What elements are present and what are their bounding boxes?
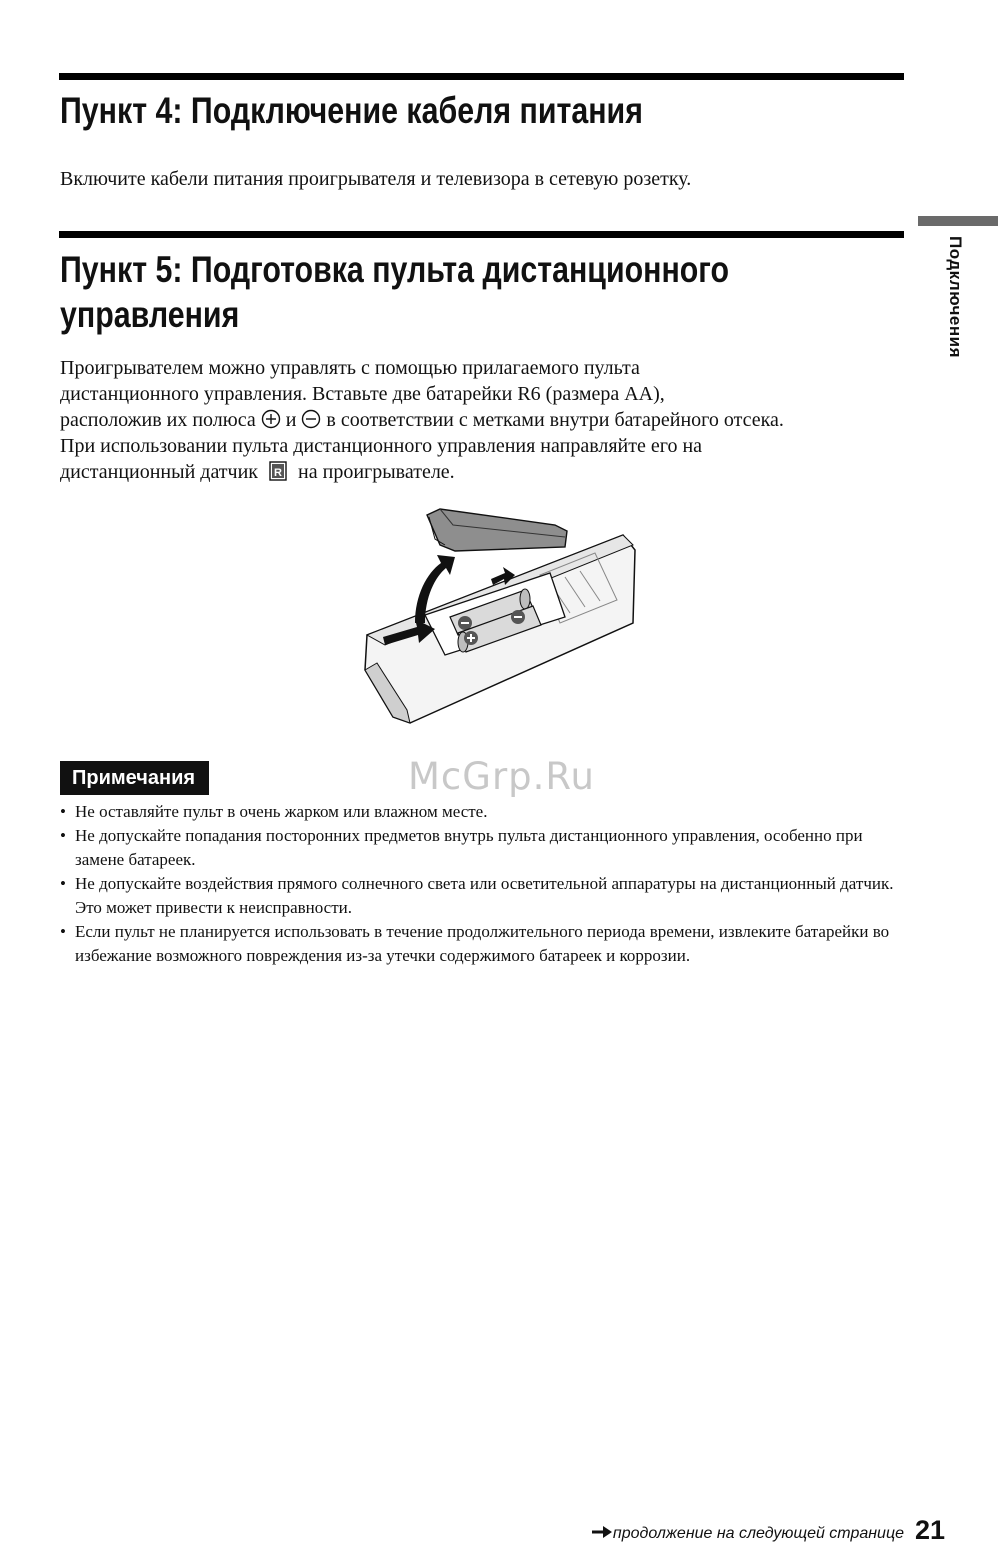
section-tab-marker [918,216,998,226]
remote-battery-illustration [355,505,640,730]
step5-line-4: При использовании пульта дистанционного управления направляйте его на [60,435,703,457]
step5-line-3a: расположив их полюса [60,409,256,431]
page-number: 21 [914,1515,945,1545]
step4-text: Включите кабели питания проигрывателя и телевизора в сетевую розетку. [60,168,692,190]
continued-next-page [591,1525,904,1543]
section-tab-label: Подключения [946,236,965,359]
step5-top-rule [59,231,904,238]
step4-title: Пункт 4: Подключение кабеля питания [60,90,643,131]
note-item: • Не допускайте воздействия прямого солнечного света или осветительной аппаратуры на дистанционный датчик. Это может привести к неисправности. [60,872,910,920]
note-item: • Не допускайте попадания посторонних предметов внутрь пульта дистанционного управления, особенно при замене батареек. [60,824,910,872]
continued-text: продолжение на следующей странице [612,1525,904,1542]
minus-pole-icon [301,409,321,429]
arrow-right-icon [591,1525,613,1539]
step5-line-1: Проигрывателем можно управлять с помощью прилагаемого пульта [60,357,640,379]
step4-top-rule [59,73,904,80]
svg-text:R: R [274,467,283,479]
step5-line-3 [60,407,784,433]
notes-heading: Примечания [60,761,209,795]
step5-title-line1: Пункт 5: Подготовка пульта дистанционного [60,249,730,290]
watermark: McGrp.Ru [408,755,595,798]
step5-title-line2: управления [60,294,240,335]
note-item: • Не оставляйте пульт в очень жарком или влажном месте. [60,800,910,824]
remote-sensor-icon [269,461,287,481]
step5-line-5b: на проигрывателе. [298,461,455,483]
note-item: • Если пульт не планируется использовать в течение продолжительного периода времени, извлеките батарейки во избежание возможного повреждения из-за утечки содержимого батареек и коррозии. [60,920,910,968]
step5-line-5a: дистанционный датчик [60,461,259,483]
plus-pole-icon [261,409,281,429]
step5-line-3c: в соответствии с метками внутри батарейного отсека. [326,409,784,431]
notes-list [60,800,910,968]
step5-line-2: дистанционного управления. Вставьте две батарейки R6 (размера AA), [60,383,665,405]
step5-line-3b: и [285,409,297,431]
step5-line-5 [60,459,455,485]
